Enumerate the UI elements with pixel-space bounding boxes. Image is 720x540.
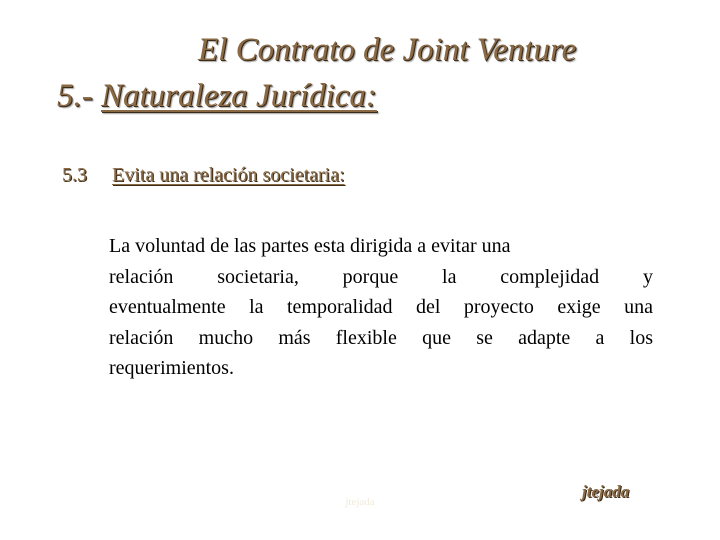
subsection-heading-text: Evita una relación societaria:	[112, 164, 345, 186]
paragraph-line: relación societaria, porque la complejidad y	[109, 265, 653, 288]
paragraph-line: requerimientos.	[109, 357, 234, 380]
section-title	[57, 80, 377, 113]
subsection-heading	[62, 165, 345, 185]
section-title-text: Naturaleza Jurídica:	[101, 78, 377, 114]
body-paragraph	[109, 231, 653, 384]
paragraph-line: relación mucho más flexible que se adapte a los	[109, 326, 653, 349]
footer-author: jtejada	[582, 482, 630, 501]
subsection-number: 5.3	[62, 164, 87, 186]
section-title-prefix: 5.-	[57, 78, 101, 114]
paragraph-line: La voluntad de las partes esta dirigida a evitar una	[109, 235, 511, 257]
slide-title: El Contrato de Joint Venture	[198, 32, 577, 68]
footer-watermark: jtejada	[345, 496, 375, 508]
paragraph-line: eventualmente la temporalidad del proyecto exige una	[109, 296, 653, 319]
